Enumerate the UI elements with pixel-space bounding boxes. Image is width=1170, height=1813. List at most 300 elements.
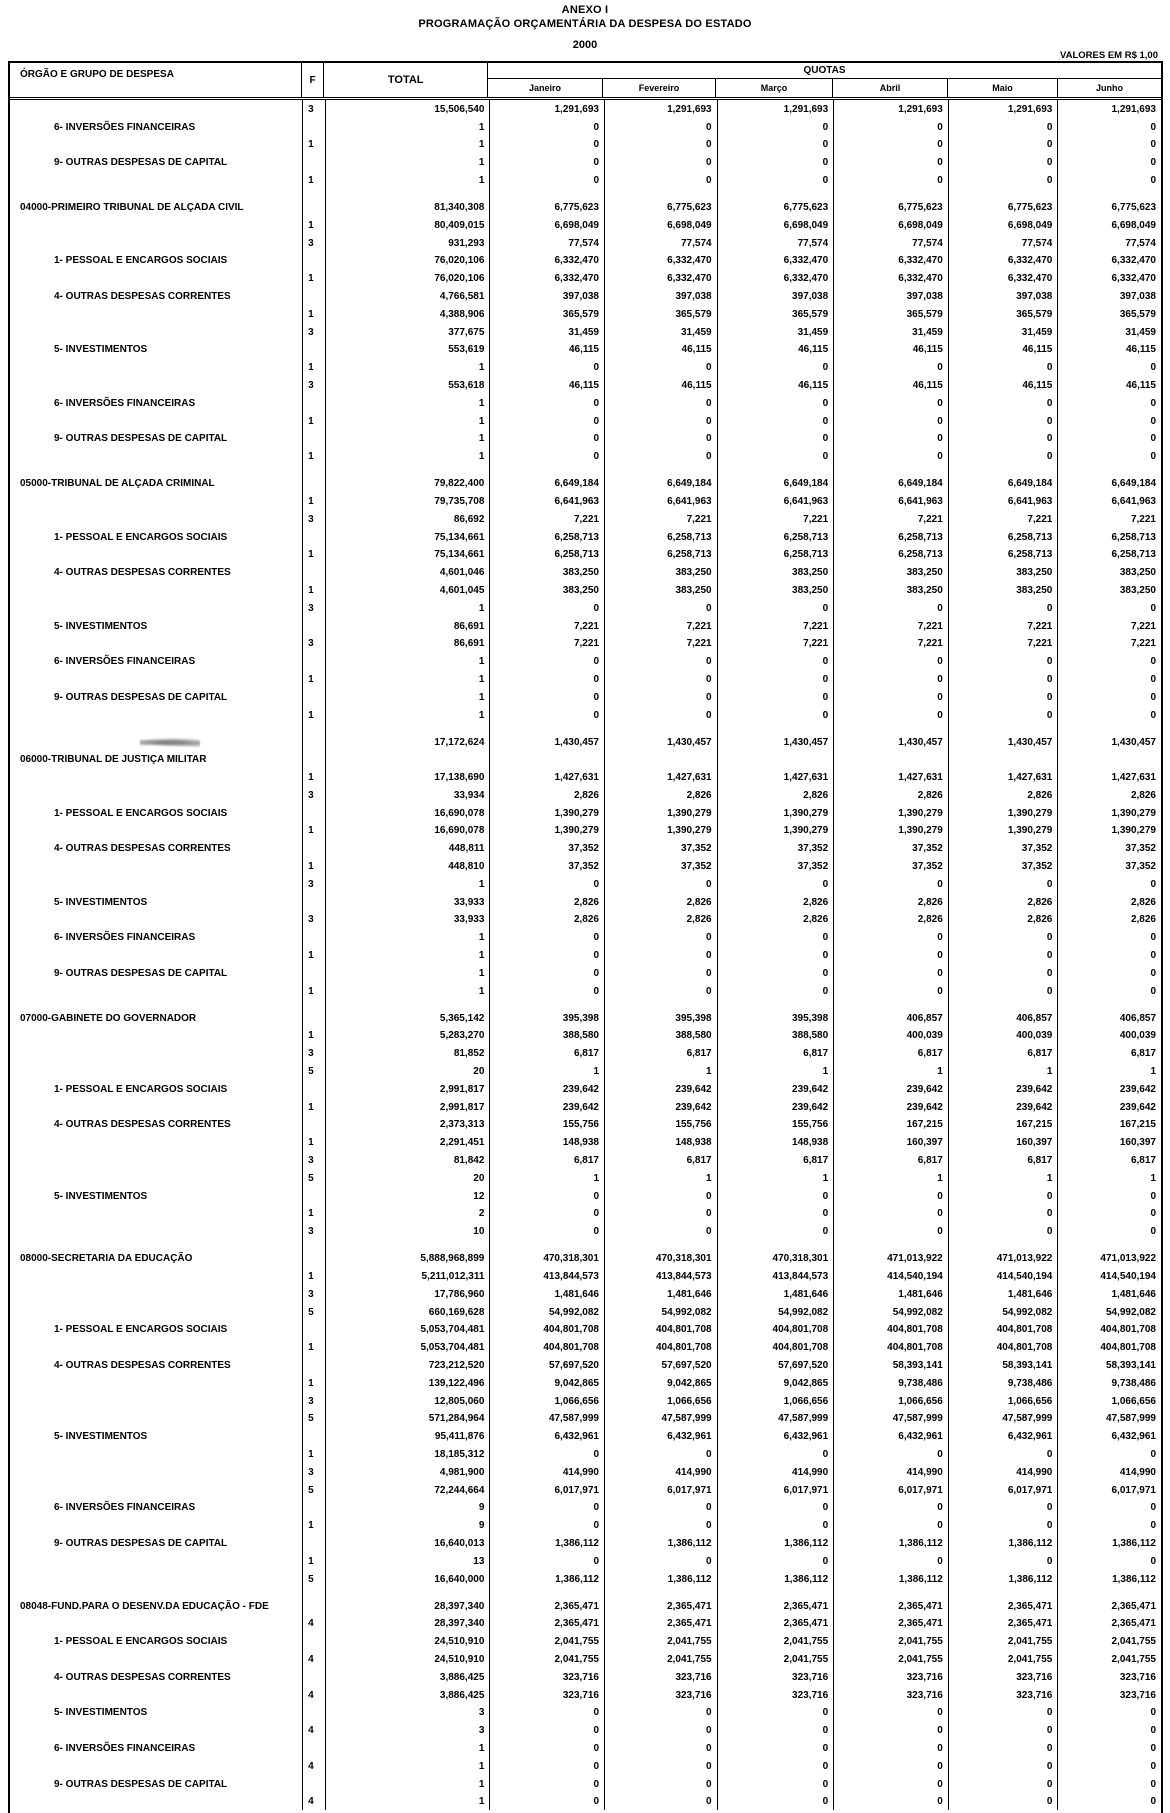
total-cell: 1 <box>326 394 490 412</box>
f-cell <box>303 118 326 136</box>
total-cell: 1 <box>326 982 490 1000</box>
month-cell: 0 <box>718 1187 835 1205</box>
month-cell: 1,386,112 <box>718 1534 835 1552</box>
month-cell: 6,775,623 <box>949 189 1059 216</box>
table-row <box>10 563 1161 581</box>
table-row <box>10 1080 1161 1098</box>
month-cell: 7,221 <box>949 617 1059 635</box>
month-cell: 0 <box>605 1704 718 1722</box>
month-cell: 2,041,755 <box>834 1650 949 1668</box>
total-cell: 16,690,078 <box>326 822 490 840</box>
column-header-f: F <box>302 63 325 97</box>
month-cell: 323,716 <box>605 1686 718 1704</box>
month-cell: 7,221 <box>834 635 949 653</box>
f-cell: 5 <box>303 1062 326 1080</box>
month-cell: 0 <box>718 430 835 448</box>
month-cell: 0 <box>949 688 1059 706</box>
month-headers <box>488 79 1161 97</box>
month-cell: 414,540,194 <box>1100 1271 1156 1283</box>
month-cell: 323,716 <box>718 1686 835 1704</box>
month-cell <box>605 751 718 769</box>
month-cell: 383,250 <box>1119 567 1156 579</box>
f-cell: 3 <box>303 875 326 893</box>
f-cell: 4 <box>303 1650 326 1668</box>
month-cell: 0 <box>490 1793 605 1811</box>
month-cell: 1 <box>605 1062 718 1080</box>
month-cell: 471,013,922 <box>834 1240 949 1267</box>
table-row <box>10 804 1161 822</box>
month-cell: 0 <box>949 964 1059 982</box>
month-cell: 1,386,112 <box>605 1570 718 1588</box>
month-cell: 383,250 <box>718 581 835 599</box>
month-cell: 31,459 <box>605 323 718 341</box>
month-cell: 0 <box>834 928 949 946</box>
month-cell: 1,390,279 <box>834 822 949 840</box>
table-row <box>10 1668 1161 1686</box>
table-row <box>10 1552 1161 1570</box>
month-cell: 2,365,471 <box>949 1588 1059 1615</box>
total-cell: 3 <box>326 1704 490 1722</box>
month-cell: 406,857 <box>1119 1012 1157 1024</box>
month-cell: 6,817 <box>1130 1048 1156 1060</box>
month-cell: 0 <box>949 430 1059 448</box>
table-row <box>10 1062 1161 1080</box>
month-cell: 6,817 <box>1130 1155 1156 1167</box>
table-row <box>10 839 1161 857</box>
month-cell: 0 <box>605 1721 718 1739</box>
organ-label-cell: 5- INVESTIMENTOS <box>10 1187 303 1205</box>
month-cell: 46,115 <box>605 341 718 359</box>
month-cell: 0 <box>605 1739 718 1757</box>
month-cell: 6,017,971 <box>718 1481 835 1499</box>
month-cell: 46,115 <box>718 341 835 359</box>
f-cell: 1 <box>303 171 326 189</box>
month-cell: 0 <box>605 1552 718 1570</box>
organ-label-cell: 6- INVERSÕES FINANCEIRAS <box>10 118 303 136</box>
month-cell: 0 <box>834 652 949 670</box>
month-cell: 0 <box>490 1775 605 1793</box>
month-cell: 37,352 <box>949 857 1059 875</box>
month-cell: 2,041,755 <box>834 1632 949 1650</box>
month-cell: 0 <box>1150 1760 1156 1772</box>
organ-label-cell <box>10 492 303 510</box>
organ-label-cell: 4- OUTRAS DESPESAS CORRENTES <box>10 1116 303 1134</box>
column-header-month-3: Março <box>716 79 833 97</box>
total-cell: 17,172,624 <box>326 724 490 751</box>
month-cell: 6,649,184 <box>718 465 835 492</box>
month-cell: 57,697,520 <box>718 1356 835 1374</box>
month-cell: 2,041,755 <box>605 1650 718 1668</box>
month-cell: 0 <box>605 394 718 412</box>
month-cell: 404,801,708 <box>834 1321 949 1339</box>
month-cell: 2,365,471 <box>834 1588 949 1615</box>
month-cell: 0 <box>834 1793 949 1811</box>
f-cell <box>303 252 326 270</box>
total-cell: 1 <box>326 1757 490 1775</box>
organ-label-cell <box>10 911 303 929</box>
month-cell: 0 <box>718 1222 835 1240</box>
month-cell: 37,352 <box>1125 861 1156 873</box>
total-cell: 76,020,106 <box>326 269 490 287</box>
total-cell: 1 <box>326 964 490 982</box>
table-row <box>10 1632 1161 1650</box>
month-cell: 6,017,971 <box>605 1481 718 1499</box>
month-cell: 1,390,279 <box>949 804 1059 822</box>
f-cell: 1 <box>303 822 326 840</box>
month-cell: 1,386,112 <box>834 1570 949 1588</box>
total-cell: 1 <box>326 1793 490 1811</box>
month-cell: 6,332,470 <box>490 252 605 270</box>
table-row <box>10 510 1161 528</box>
table-row <box>10 269 1161 287</box>
month-cell: 0 <box>834 982 949 1000</box>
total-cell: 2,373,313 <box>326 1116 490 1134</box>
month-cell: 6,641,963 <box>949 492 1059 510</box>
month-cell: 0 <box>490 394 605 412</box>
total-cell: 931,293 <box>326 234 490 252</box>
month-cell: 404,801,708 <box>718 1321 835 1339</box>
table-row <box>10 1098 1161 1116</box>
organ-label-cell <box>10 1650 303 1668</box>
month-cell: 0 <box>834 136 949 154</box>
month-cell: 0 <box>718 946 835 964</box>
month-cell: 0 <box>605 688 718 706</box>
table-row <box>10 1205 1161 1223</box>
month-cell: 1,291,693 <box>1111 103 1156 115</box>
table-row <box>10 1338 1161 1356</box>
total-cell: 12 <box>326 1187 490 1205</box>
organ-label-cell <box>10 1098 303 1116</box>
total-cell: 80,409,015 <box>326 216 490 234</box>
total-cell: 1 <box>326 1775 490 1793</box>
month-cell: 239,642 <box>490 1098 605 1116</box>
month-cell: 1,390,279 <box>949 822 1059 840</box>
total-cell: 660,169,628 <box>326 1303 490 1321</box>
f-cell <box>303 1080 326 1098</box>
month-cell: 6,649,184 <box>834 465 949 492</box>
month-cell: 365,579 <box>718 305 835 323</box>
month-cell: 6,817 <box>718 1044 835 1062</box>
section-row <box>10 1000 1161 1027</box>
month-cell: 77,574 <box>490 234 605 252</box>
month-cell: 239,642 <box>718 1080 835 1098</box>
f-cell <box>303 688 326 706</box>
f-cell <box>303 1427 326 1445</box>
month-cell: 0 <box>490 875 605 893</box>
table-row <box>10 252 1161 270</box>
month-cell: 0 <box>490 1516 605 1534</box>
table-row <box>10 1285 1161 1303</box>
f-cell: 5 <box>303 1570 326 1588</box>
organ-label-cell: 9- OUTRAS DESPESAS DE CAPITAL <box>10 1534 303 1552</box>
month-cell: 155,756 <box>605 1116 718 1134</box>
month-cell: 0 <box>949 1516 1059 1534</box>
month-cell: 2,041,755 <box>718 1650 835 1668</box>
total-cell: 723,212,520 <box>326 1356 490 1374</box>
month-cell: 1,390,279 <box>1111 807 1156 819</box>
month-cell: 0 <box>605 652 718 670</box>
table-row <box>10 1151 1161 1169</box>
month-cell: 2,826 <box>949 911 1059 929</box>
month-cell: 6,332,470 <box>1111 273 1156 285</box>
table-row <box>10 171 1161 189</box>
month-cell: 0 <box>605 946 718 964</box>
month-cell: 1,066,656 <box>718 1392 835 1410</box>
table-row <box>10 100 1161 118</box>
month-cell: 0 <box>490 1187 605 1205</box>
f-cell <box>303 189 326 216</box>
month-cell: 148,938 <box>605 1133 718 1151</box>
month-cell: 0 <box>1150 1555 1156 1567</box>
month-cell: 1,430,457 <box>718 724 835 751</box>
f-cell: 3 <box>303 599 326 617</box>
month-cell: 6,698,049 <box>834 216 949 234</box>
month-cell: 404,801,708 <box>490 1338 605 1356</box>
month-cell: 404,801,708 <box>490 1321 605 1339</box>
f-cell: 3 <box>303 510 326 528</box>
month-cell: 6,817 <box>718 1151 835 1169</box>
month-cell: 6,017,971 <box>1111 1484 1156 1496</box>
table-row <box>10 928 1161 946</box>
organ-label-cell <box>10 1392 303 1410</box>
month-cell: 1 <box>834 1169 949 1187</box>
total-cell: 5,365,142 <box>326 1000 490 1027</box>
month-cell: 1,481,646 <box>718 1285 835 1303</box>
f-cell: 1 <box>303 1374 326 1392</box>
month-cell: 414,540,194 <box>834 1267 949 1285</box>
month-cell: 0 <box>1150 451 1156 463</box>
f-cell: 1 <box>303 1552 326 1570</box>
organ-label-cell: 4- OUTRAS DESPESAS CORRENTES <box>10 839 303 857</box>
month-cell: 7,221 <box>718 635 835 653</box>
organ-label-cell <box>10 447 303 465</box>
month-cell: 54,992,082 <box>1105 1306 1156 1318</box>
month-cell: 2,365,471 <box>949 1615 1059 1633</box>
month-cell <box>949 751 1059 769</box>
organ-label-cell <box>10 1303 303 1321</box>
organ-label-cell <box>10 1615 303 1633</box>
month-cell: 7,221 <box>605 617 718 635</box>
month-cell: 0 <box>1150 433 1156 445</box>
organ-label-cell <box>10 1151 303 1169</box>
f-cell <box>303 1356 326 1374</box>
month-cell: 0 <box>718 118 835 136</box>
month-cell: 0 <box>834 358 949 376</box>
month-cell: 0 <box>605 447 718 465</box>
f-cell: 1 <box>303 1098 326 1116</box>
f-cell <box>303 617 326 635</box>
organ-label-cell: 4- OUTRAS DESPESAS CORRENTES <box>10 1668 303 1686</box>
total-cell: 1 <box>326 946 490 964</box>
month-cell: 6,258,713 <box>834 546 949 564</box>
month-cell: 323,716 <box>949 1668 1059 1686</box>
total-cell: 1 <box>326 928 490 946</box>
month-cell: 1,390,279 <box>605 822 718 840</box>
f-cell: 3 <box>303 1463 326 1481</box>
organ-label-cell: 9- OUTRAS DESPESAS DE CAPITAL <box>10 688 303 706</box>
month-cell: 6,017,971 <box>834 1481 949 1499</box>
month-cell: 31,459 <box>718 323 835 341</box>
month-cell: 1,390,279 <box>1111 825 1156 837</box>
table-row <box>10 1267 1161 1285</box>
total-cell: 10 <box>326 1222 490 1240</box>
month-cell: 54,992,082 <box>490 1303 605 1321</box>
organ-label-cell <box>10 234 303 252</box>
month-cell: 383,250 <box>605 581 718 599</box>
table-row <box>10 1027 1161 1045</box>
total-cell: 95,411,876 <box>326 1427 490 1445</box>
table-body <box>10 100 1161 1810</box>
month-cell: 0 <box>490 706 605 724</box>
section-row <box>10 465 1161 492</box>
table-row <box>10 1116 1161 1134</box>
month-cell: 1 <box>490 1062 605 1080</box>
f-cell: 1 <box>303 492 326 510</box>
total-cell: 5,053,704,481 <box>326 1338 490 1356</box>
total-cell: 553,619 <box>326 341 490 359</box>
month-cell: 0 <box>718 652 835 670</box>
month-cell <box>834 751 949 769</box>
month-cell: 6,432,961 <box>490 1427 605 1445</box>
f-cell: 3 <box>303 234 326 252</box>
month-cell: 0 <box>1150 397 1156 409</box>
month-cell: 0 <box>490 928 605 946</box>
f-cell: 3 <box>303 376 326 394</box>
total-cell: 13 <box>326 1552 490 1570</box>
month-cell: 0 <box>1150 1448 1156 1460</box>
month-cell: 6,641,963 <box>834 492 949 510</box>
month-cell: 2,826 <box>718 911 835 929</box>
month-cell: 0 <box>1150 656 1156 668</box>
f-cell: 3 <box>303 100 326 118</box>
month-cell: 0 <box>490 670 605 688</box>
table-row <box>10 1222 1161 1240</box>
organ-label-cell: 1- PESSOAL E ENCARGOS SOCIAIS <box>10 1321 303 1339</box>
f-cell: 1 <box>303 1338 326 1356</box>
month-cell: 388,580 <box>718 1027 835 1045</box>
organ-label-cell <box>10 599 303 617</box>
month-cell: 0 <box>949 599 1059 617</box>
month-cell: 6,432,961 <box>834 1427 949 1445</box>
month-cell: 0 <box>605 1445 718 1463</box>
month-cell: 414,990 <box>1119 1466 1156 1478</box>
f-cell <box>303 652 326 670</box>
month-cell: 0 <box>834 688 949 706</box>
month-cell: 0 <box>1150 1778 1156 1790</box>
month-cell: 6,332,470 <box>718 269 835 287</box>
total-cell: 1 <box>326 599 490 617</box>
table-row <box>10 706 1161 724</box>
quotas-header-block <box>488 63 1161 97</box>
table-row <box>10 447 1161 465</box>
month-cell: 6,649,184 <box>1111 478 1157 490</box>
table-row <box>10 1169 1161 1187</box>
month-cell: 77,574 <box>605 234 718 252</box>
month-cell: 0 <box>718 1704 835 1722</box>
month-cell: 0 <box>718 670 835 688</box>
total-cell: 2,991,817 <box>326 1080 490 1098</box>
month-cell: 365,579 <box>949 305 1059 323</box>
month-cell: 0 <box>1150 362 1156 374</box>
month-cell: 404,801,708 <box>1100 1324 1156 1336</box>
table-row <box>10 1463 1161 1481</box>
month-cell: 239,642 <box>949 1098 1059 1116</box>
month-cell: 54,992,082 <box>834 1303 949 1321</box>
f-cell <box>303 341 326 359</box>
month-cell: 77,574 <box>718 234 835 252</box>
total-cell: 1 <box>326 652 490 670</box>
month-cell: 2,826 <box>1130 896 1156 908</box>
f-cell <box>303 153 326 171</box>
month-cell: 1,386,112 <box>949 1570 1059 1588</box>
month-cell: 0 <box>834 394 949 412</box>
month-cell: 0 <box>605 670 718 688</box>
month-cell: 0 <box>490 599 605 617</box>
month-cell: 0 <box>1150 139 1156 151</box>
organ-label-cell <box>10 1338 303 1356</box>
month-cell: 0 <box>605 964 718 982</box>
month-cell: 1,390,279 <box>834 804 949 822</box>
month-cell: 323,716 <box>490 1668 605 1686</box>
month-cell: 0 <box>949 875 1059 893</box>
month-cell: 1 <box>718 1062 835 1080</box>
total-cell: 5,283,270 <box>326 1027 490 1045</box>
month-cell: 0 <box>718 706 835 724</box>
month-cell: 404,801,708 <box>1100 1342 1156 1354</box>
month-cell: 239,642 <box>605 1098 718 1116</box>
section-row <box>10 1240 1161 1267</box>
month-cell: 365,579 <box>1119 308 1156 320</box>
table-row <box>10 376 1161 394</box>
total-cell: 12,805,060 <box>326 1392 490 1410</box>
month-cell: 37,352 <box>490 839 605 857</box>
total-cell: 1 <box>326 447 490 465</box>
total-cell: 33,933 <box>326 911 490 929</box>
month-cell: 2,826 <box>1130 914 1156 926</box>
organ-label-cell <box>10 1463 303 1481</box>
month-cell: 397,038 <box>490 287 605 305</box>
month-cell: 404,801,708 <box>605 1321 718 1339</box>
month-cell: 6,432,961 <box>718 1427 835 1445</box>
month-cell: 6,258,713 <box>605 528 718 546</box>
total-cell: 3 <box>326 1721 490 1739</box>
month-cell: 1,386,112 <box>605 1534 718 1552</box>
month-cell: 383,250 <box>949 581 1059 599</box>
table-row <box>10 394 1161 412</box>
organ-label-cell <box>10 171 303 189</box>
table-row <box>10 1775 1161 1793</box>
f-cell <box>303 893 326 911</box>
table-row <box>10 412 1161 430</box>
month-cell: 0 <box>1150 1208 1156 1220</box>
total-cell: 33,934 <box>326 786 490 804</box>
f-cell: 4 <box>303 1615 326 1633</box>
total-cell: 16,640,000 <box>326 1570 490 1588</box>
month-cell: 1,390,279 <box>605 804 718 822</box>
organ-label-cell <box>10 323 303 341</box>
organ-label-cell: 1- PESSOAL E ENCARGOS SOCIAIS <box>10 804 303 822</box>
organ-label-cell: 5- INVESTIMENTOS <box>10 893 303 911</box>
f-cell: 5 <box>303 1303 326 1321</box>
organ-label-cell <box>10 982 303 1000</box>
month-cell: 0 <box>718 1516 835 1534</box>
month-cell: 0 <box>834 1445 949 1463</box>
organ-label-cell <box>10 786 303 804</box>
month-cell: 0 <box>718 1721 835 1739</box>
month-cell: 37,352 <box>490 857 605 875</box>
month-cell: 323,716 <box>834 1686 949 1704</box>
table-row <box>10 216 1161 234</box>
